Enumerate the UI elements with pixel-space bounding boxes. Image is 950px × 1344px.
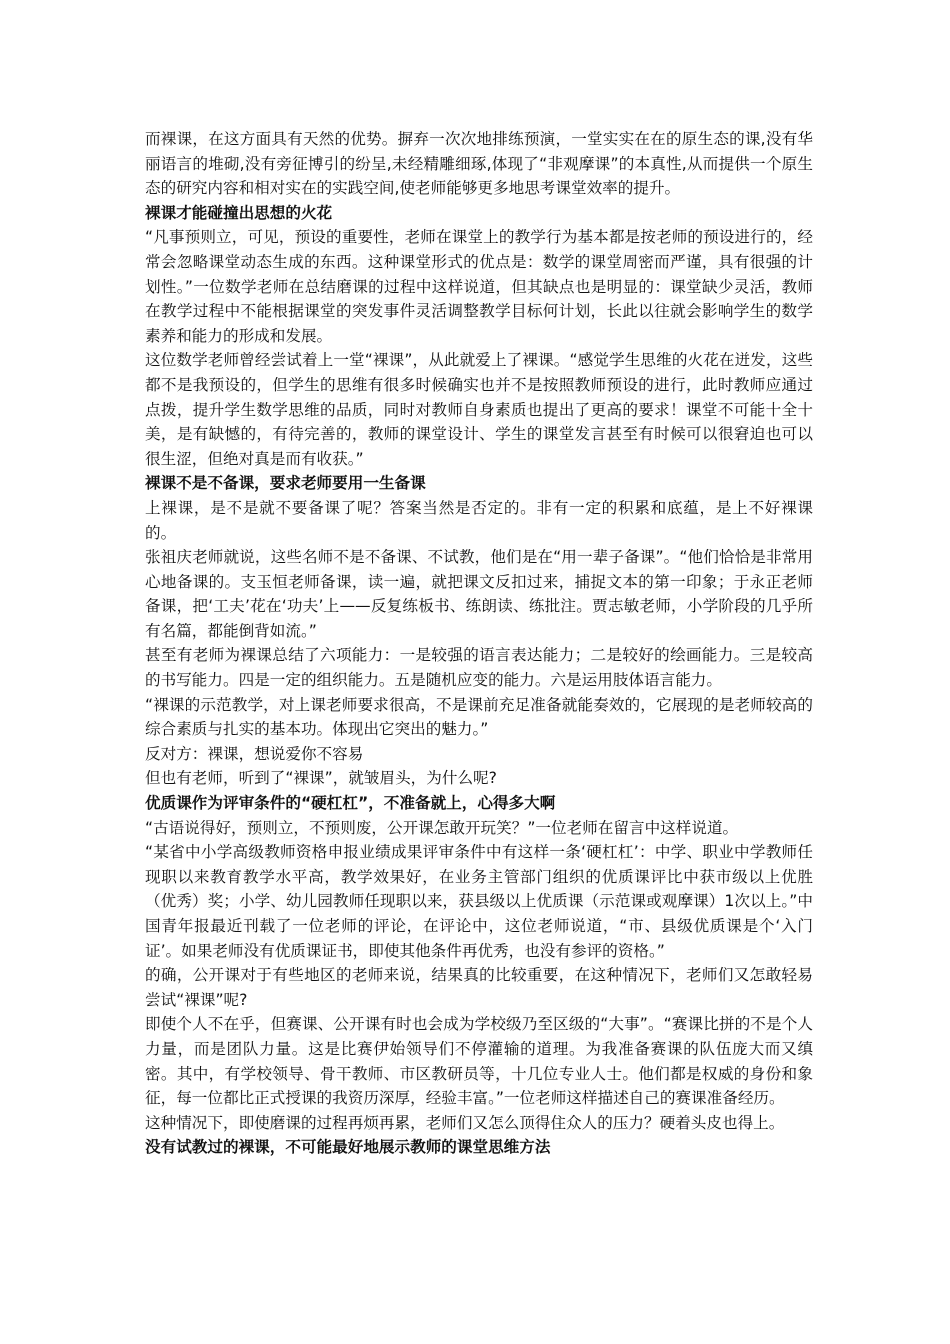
section-heading: 裸课不是不备课，要求老师要用一生备课 [145,474,426,493]
paragraph: 反对方：裸课，想说爱你不容易 [145,744,364,763]
paragraph: 但也有老师，听到了“裸课”，就皱眉头，为什么呢? [145,769,497,788]
section-heading: 没有试教过的裸课，不可能最好地展示教师的课堂思维方法 [145,1138,551,1157]
document-body [145,127,813,1160]
paragraph: “某省中小学高级教师资格申报业绩成果评审条件中有这样一条‘硬杠杠’：中学、职业中学教师任现职以来教育教学水平高，教学效果好，在业务主管部门组织的优质课评比中获市级以上优胜（优秀）奖；小学、幼儿园教师任现职以来，获县级以上优质课（示范课或观摩课）1次以上。”中国青年报最近刊载了一位老师的评论，在评论中，这位老师说道，“市、县级优质课是个‘入门证’。如果老师没有优质课证书，即使其他条件再优秀，也没有参评的资格。” [145,843,813,960]
paragraph: 而裸课，在这方面具有天然的优势。摒弃一次次地排练预演，一堂实实在在的原生态的课,没有华丽语言的堆砌,没有旁征博引的纷呈,未经精雕细琢,体现了“非观摩课”的本真性,从而提供一个原生态的研究内容和相对实在的实践空间,使老师能够更多地思考课堂效率的提升。 [145,130,813,198]
paragraph: 即使个人不在乎，但赛课、公开课有时也会成为学校级乃至区级的“大事”。“赛课比拼的不是个人力量，而是团队力量。这是比赛伊始领导们不停灌输的道理。为我准备赛课的队伍庞大而又缜密。其中，有学校领导、骨干教师、市区教研员等，十几位专业人士。他们都是权威的身份和象征，每一位都比正式授课的我资历深厚，经验丰富。”一位老师这样描述自己的赛课准备经历。 [145,1015,813,1108]
paragraph: 张祖庆老师就说，这些名师不是不备课、不试教，他们是在“用一辈子备课”。“他们恰恰是非常用心地备课的。支玉恒老师备课，读一遍，就把课文反扣过来，捕捉文本的第一印象；于永正老师备课，把‘工夫’花在‘功夫’上——反复练板书、练朗读、练批注。贾志敏老师，小学阶段的几乎所有名篇，都能倒背如流。” [145,548,813,640]
paragraph: 甚至有老师为裸课总结了六项能力：一是较强的语言表达能力；二是较好的绘画能力。三是较高的书写能力。四是一定的组织能力。五是随机应变的能力。六是运用肢体语言能力。 [145,646,813,690]
section-heading: 优质课作为评审条件的“硬杠杠”，不准备就上，心得多大啊 [145,794,556,813]
paragraph: “古语说得好，预则立，不预则废，公开课怎敢开玩笑？”一位老师在留言中这样说道。 [145,818,739,837]
paragraph: “裸课的示范教学，对上课老师要求很高，不是课前充足准备就能奏效的，它展现的是老师较高的综合素质与扎实的基本功。体现出它突出的魅力。” [145,695,813,739]
paragraph: “凡事预则立，可见，预设的重要性，老师在课堂上的教学行为基本都是按老师的预设进行的，经常会忽略课堂动态生成的东西。这种课堂形式的优点是：数学的课堂周密而严谨，具有很强的计划性。”一位数学老师在总结磨课的过程中这样说道，但其缺点也是明显的：课堂缺少灵活，教师在教学过程中不能根据课堂的突发事件灵活调整教学目标何计划，长此以往就会影响学生的数学素养和能力的形成和发展。 [145,228,813,345]
paragraph: 的确，公开课对于有些地区的老师来说，结果真的比较重要，在这种情况下，老师们又怎敢轻易尝试“裸课”呢? [145,966,813,1009]
paragraph: 这种情况下，即使磨课的过程再烦再累，老师们又怎么顶得住众人的压力？硬着头皮也得上。 [145,1113,785,1132]
paragraph: 上裸课，是不是就不要备课了呢？答案当然是否定的。非有一定的积累和底蕴，是上不好裸课的。 [145,498,813,542]
paragraph: 这位数学老师曾经尝试着上一堂“裸课”，从此就爱上了裸课。“感觉学生思维的火花在迸发，这些都不是我预设的，但学生的思维有很多时候确实也并不是按照教师预设的进行，此时教师应通过点拨，提升学生数学思维的品质，同时对教师自身素质也提出了更高的要求！课堂不可能十全十美，是有缺憾的，有待完善的，教师的课堂设计、学生的课堂发言甚至有时候可以很窘迫也可以很生涩，但绝对真是而有收获。” [145,351,813,468]
section-heading: 裸课才能碰撞出思想的火花 [145,203,333,222]
